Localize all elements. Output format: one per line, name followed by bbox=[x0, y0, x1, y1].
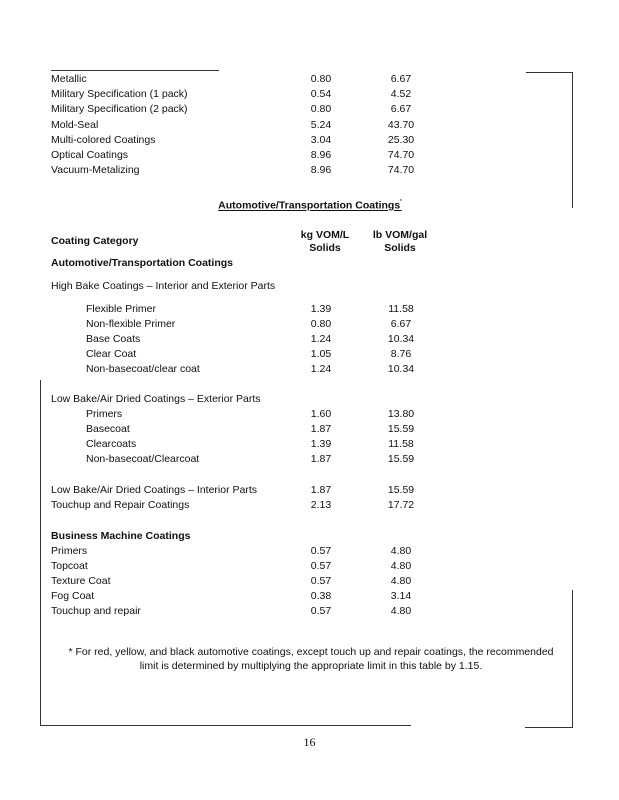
table-row bbox=[51, 407, 571, 422]
lb-value: 13.80 bbox=[387, 408, 415, 420]
kg-value: 0.38 bbox=[310, 590, 332, 602]
kg-value: 1.39 bbox=[310, 438, 332, 450]
column-header-category-label: Coating Category bbox=[51, 235, 139, 247]
lb-value: 15.59 bbox=[387, 484, 415, 496]
kg-value: 0.80 bbox=[310, 73, 332, 85]
table-row bbox=[51, 452, 571, 467]
row-label: Military Specification (1 pack) bbox=[51, 88, 188, 100]
lb-value: 4.52 bbox=[390, 88, 412, 100]
row-label: Flexible Primer bbox=[86, 303, 157, 315]
frame-top-left-rule bbox=[51, 70, 219, 71]
auto-section-header: Automotive/Transportation Coatings bbox=[51, 257, 234, 269]
lb-value: 74.70 bbox=[387, 164, 415, 176]
lb-value: 4.80 bbox=[390, 560, 412, 572]
row-label: Texture Coat bbox=[51, 575, 111, 587]
lb-value: 4.80 bbox=[390, 575, 412, 587]
table-row bbox=[51, 589, 571, 604]
footnote-line-2: limit is determined by multiplying the appropriate limit in this table by 1.15. bbox=[139, 660, 483, 672]
frame-left-lower-rule bbox=[40, 380, 41, 725]
lb-value: 8.76 bbox=[390, 348, 412, 360]
kg-header-line1: kg VOM/L bbox=[300, 229, 350, 241]
table-row bbox=[51, 437, 571, 452]
kg-header-line2: Solids bbox=[309, 242, 341, 254]
table-row bbox=[51, 148, 571, 163]
row-label: Non-flexible Primer bbox=[86, 318, 176, 330]
table-row bbox=[51, 72, 571, 87]
row-label: Clearcoats bbox=[86, 438, 137, 450]
business-machine-header: Business Machine Coatings bbox=[51, 530, 191, 542]
kg-value: 1.87 bbox=[310, 423, 332, 435]
high-bake-header: High Bake Coatings – Interior and Exterior Parts bbox=[51, 280, 276, 292]
lb-value: 6.67 bbox=[390, 318, 412, 330]
lb-value: 10.34 bbox=[387, 333, 415, 345]
row-label: Non-basecoat/clear coat bbox=[86, 363, 200, 375]
kg-value: 0.80 bbox=[310, 318, 332, 330]
kg-value: 2.13 bbox=[310, 499, 332, 511]
kg-value: 1.60 bbox=[310, 408, 332, 420]
lb-value: 15.59 bbox=[387, 453, 415, 465]
table-row bbox=[51, 362, 571, 377]
row-label: Primers bbox=[86, 408, 123, 420]
row-label: Touchup and repair bbox=[51, 605, 141, 617]
kg-value: 8.96 bbox=[310, 149, 332, 161]
row-label: Multi-colored Coatings bbox=[51, 134, 156, 146]
row-label: Touchup and Repair Coatings bbox=[51, 499, 190, 511]
lb-value: 74.70 bbox=[387, 149, 415, 161]
kg-value: 0.57 bbox=[310, 575, 332, 587]
page-number: 16 bbox=[303, 735, 316, 749]
row-label: Base Coats bbox=[86, 333, 141, 345]
kg-value: 5.24 bbox=[310, 119, 332, 131]
low-bake-exterior-header: Low Bake/Air Dried Coatings – Exterior Parts bbox=[51, 393, 261, 405]
row-label: Vacuum-Metalizing bbox=[51, 164, 140, 176]
kg-value: 0.57 bbox=[310, 560, 332, 572]
table-row bbox=[51, 604, 571, 619]
row-label: Basecoat bbox=[86, 423, 130, 435]
row-label: Topcoat bbox=[51, 560, 88, 572]
row-label: Optical Coatings bbox=[51, 149, 129, 161]
row-label: Military Specification (2 pack) bbox=[51, 103, 188, 115]
kg-value: 1.05 bbox=[310, 348, 332, 360]
footnote bbox=[51, 645, 571, 673]
lb-value: 6.67 bbox=[390, 73, 412, 85]
table-row bbox=[51, 118, 571, 133]
kg-value: 1.39 bbox=[310, 303, 332, 315]
row-label: Non-basecoat/Clearcoat bbox=[86, 453, 200, 465]
frame-right-lower-rule bbox=[572, 590, 573, 727]
column-header-lb bbox=[360, 229, 440, 255]
lb-value: 11.58 bbox=[388, 303, 414, 315]
table-row bbox=[51, 498, 571, 513]
table-row bbox=[51, 559, 571, 574]
kg-value: 1.87 bbox=[310, 484, 332, 496]
table-row bbox=[51, 483, 571, 498]
row-label: Primers bbox=[51, 545, 88, 557]
row-label: Clear Coat bbox=[86, 348, 137, 360]
lb-value: 15.59 bbox=[387, 423, 415, 435]
table-row bbox=[51, 102, 571, 117]
lb-value: 3.14 bbox=[390, 590, 412, 602]
kg-value: 1.24 bbox=[310, 333, 332, 345]
kg-value: 0.57 bbox=[310, 605, 332, 617]
table-row bbox=[51, 574, 571, 589]
lb-value: 10.34 bbox=[387, 363, 415, 375]
table-row bbox=[51, 317, 571, 332]
kg-value: 0.80 bbox=[310, 103, 332, 115]
kg-value: 3.04 bbox=[310, 134, 332, 146]
lb-value: 4.80 bbox=[390, 605, 412, 617]
lb-value: 4.80 bbox=[390, 545, 412, 557]
lb-value: 17.72 bbox=[387, 499, 415, 511]
row-label: Mold-Seal bbox=[51, 119, 99, 131]
frame-right-upper-rule bbox=[572, 72, 573, 208]
table-row bbox=[51, 422, 571, 437]
table-row bbox=[51, 133, 571, 148]
footnote-line-1: * For red, yellow, and black automotive coatings, except touch up and repair coatings, the recommended bbox=[68, 646, 554, 658]
kg-value: 0.57 bbox=[310, 545, 332, 557]
kg-value: 0.54 bbox=[310, 88, 332, 100]
kg-value: 1.24 bbox=[310, 363, 332, 375]
table-title-text: Automotive/Transportation Coatings bbox=[218, 199, 401, 212]
row-label: Low Bake/Air Dried Coatings – Interior Parts bbox=[51, 484, 258, 496]
lb-header-line1: lb VOM/gal bbox=[372, 229, 428, 241]
kg-value: 1.87 bbox=[310, 453, 332, 465]
table-title bbox=[150, 196, 470, 213]
kg-value: 8.96 bbox=[310, 164, 332, 176]
row-label: Fog Coat bbox=[51, 590, 95, 602]
row-label: Metallic bbox=[51, 73, 87, 85]
lb-value: 25.30 bbox=[387, 134, 415, 146]
table-row bbox=[51, 302, 571, 317]
lb-value: 6.67 bbox=[390, 103, 412, 115]
table-row bbox=[51, 87, 571, 102]
table-row bbox=[51, 544, 571, 559]
frame-bottom-rule bbox=[40, 725, 411, 726]
lb-value: 43.70 bbox=[387, 119, 415, 131]
frame-bottom-right-rule bbox=[525, 727, 573, 728]
table-title-mark: ' bbox=[400, 199, 402, 206]
table-row bbox=[51, 332, 571, 347]
table-row bbox=[51, 347, 571, 362]
lb-value: 11.58 bbox=[388, 438, 414, 450]
lb-header-line2: Solids bbox=[384, 242, 416, 254]
column-header-category bbox=[51, 235, 139, 248]
column-header-kg bbox=[285, 229, 365, 255]
table-row bbox=[51, 163, 571, 178]
